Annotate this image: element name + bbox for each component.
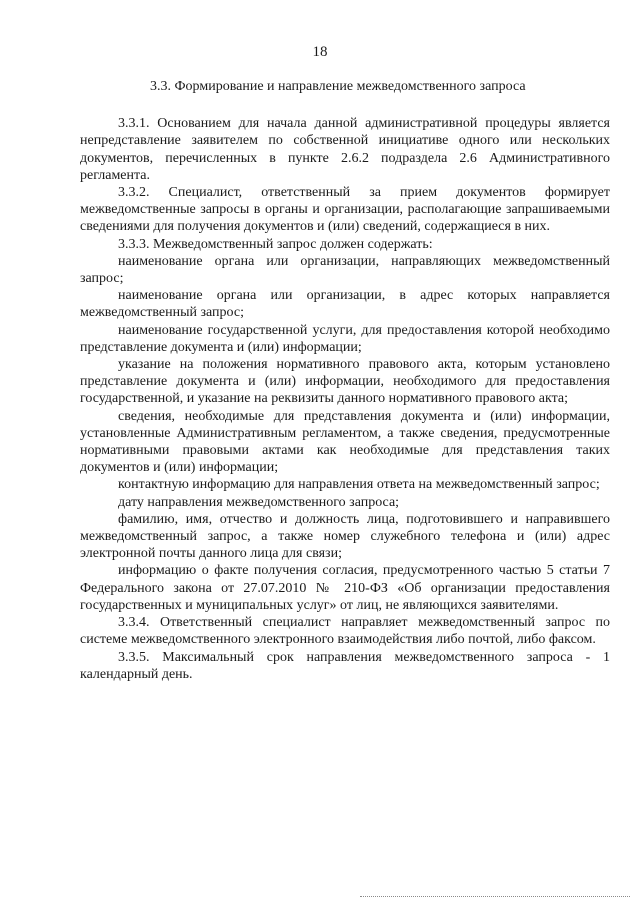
list-item: сведения, необходимые для представления документа и (или) информации, установленные Административным регламентом, а также сведения, предусмотренные нормативными правовыми актами как необходимые для представления таких документов и (или) информации; [80, 408, 610, 476]
document-body [80, 78, 610, 683]
list-item: указание на положения нормативного правового акта, которым установлено представление документа и (или) информации, необходимого для предоставления государственной, и указание на реквизиты данного нормативного правового акта; [80, 357, 610, 407]
scan-edge-divider [360, 896, 630, 898]
paragraph-3-3-3: 3.3.3. Межведомственный запрос должен содержать: [118, 236, 433, 252]
list-item: наименование органа или организации, направляющих межведомственный запрос; [80, 253, 610, 287]
paragraph-3-3-2: 3.3.2. Специалист, ответственный за прием документов формирует межведомственные запросы в органы и организации, располагающие запрашиваемыми сведениями для получения документов и (или) сведений, содержащиеся в них. [80, 185, 610, 235]
paragraph-3-3-5: 3.3.5. Максимальный срок направления межведомственного запроса - 1 календарный день. [80, 649, 610, 682]
list-item: фамилию, имя, отчество и должность лица, подготовившего и направившего межведомственный запрос, а также номер служебного телефона и (или) адрес электронной почты данного лица для связи; [80, 511, 610, 562]
paragraph-3-3-1: 3.3.1. Основанием для начала данной административной процедуры является непредставление заявителем по собственной инициативе одного или нескольких документов, перечисленных в пункте 2.6.2 подраздела 2.6 Административного регламента. [80, 116, 610, 183]
section-title: 3.3. Формирование и направление межведомственного запроса [150, 79, 526, 94]
list-item: дату направления межведомственного запроса; [118, 494, 400, 510]
page-number: 18 [312, 44, 328, 60]
list-item: информацию о факте получения согласия, предусмотренного частью 5 статьи 7 Федерального закона от 27.07.2010 № 210-ФЗ «Об организации предоставления государственных и муниципальных услуг» от лиц, не являющихся заявителями. [80, 563, 610, 613]
list-item: контактную информацию для направления ответа на межведомственный запрос; [118, 477, 600, 493]
paragraph-3-3-4: 3.3.4. Ответственный специалист направляет межведомственный запрос по системе межведомственного электронного взаимодействия либо почтой, либо факсом. [80, 615, 610, 648]
list-item: наименование органа или организации, в адрес которых направляется межведомственный запрос; [80, 288, 610, 321]
list-item: наименование государственной услуги, для предоставления которой необходимо представление документа и (или) информации; [80, 322, 610, 355]
